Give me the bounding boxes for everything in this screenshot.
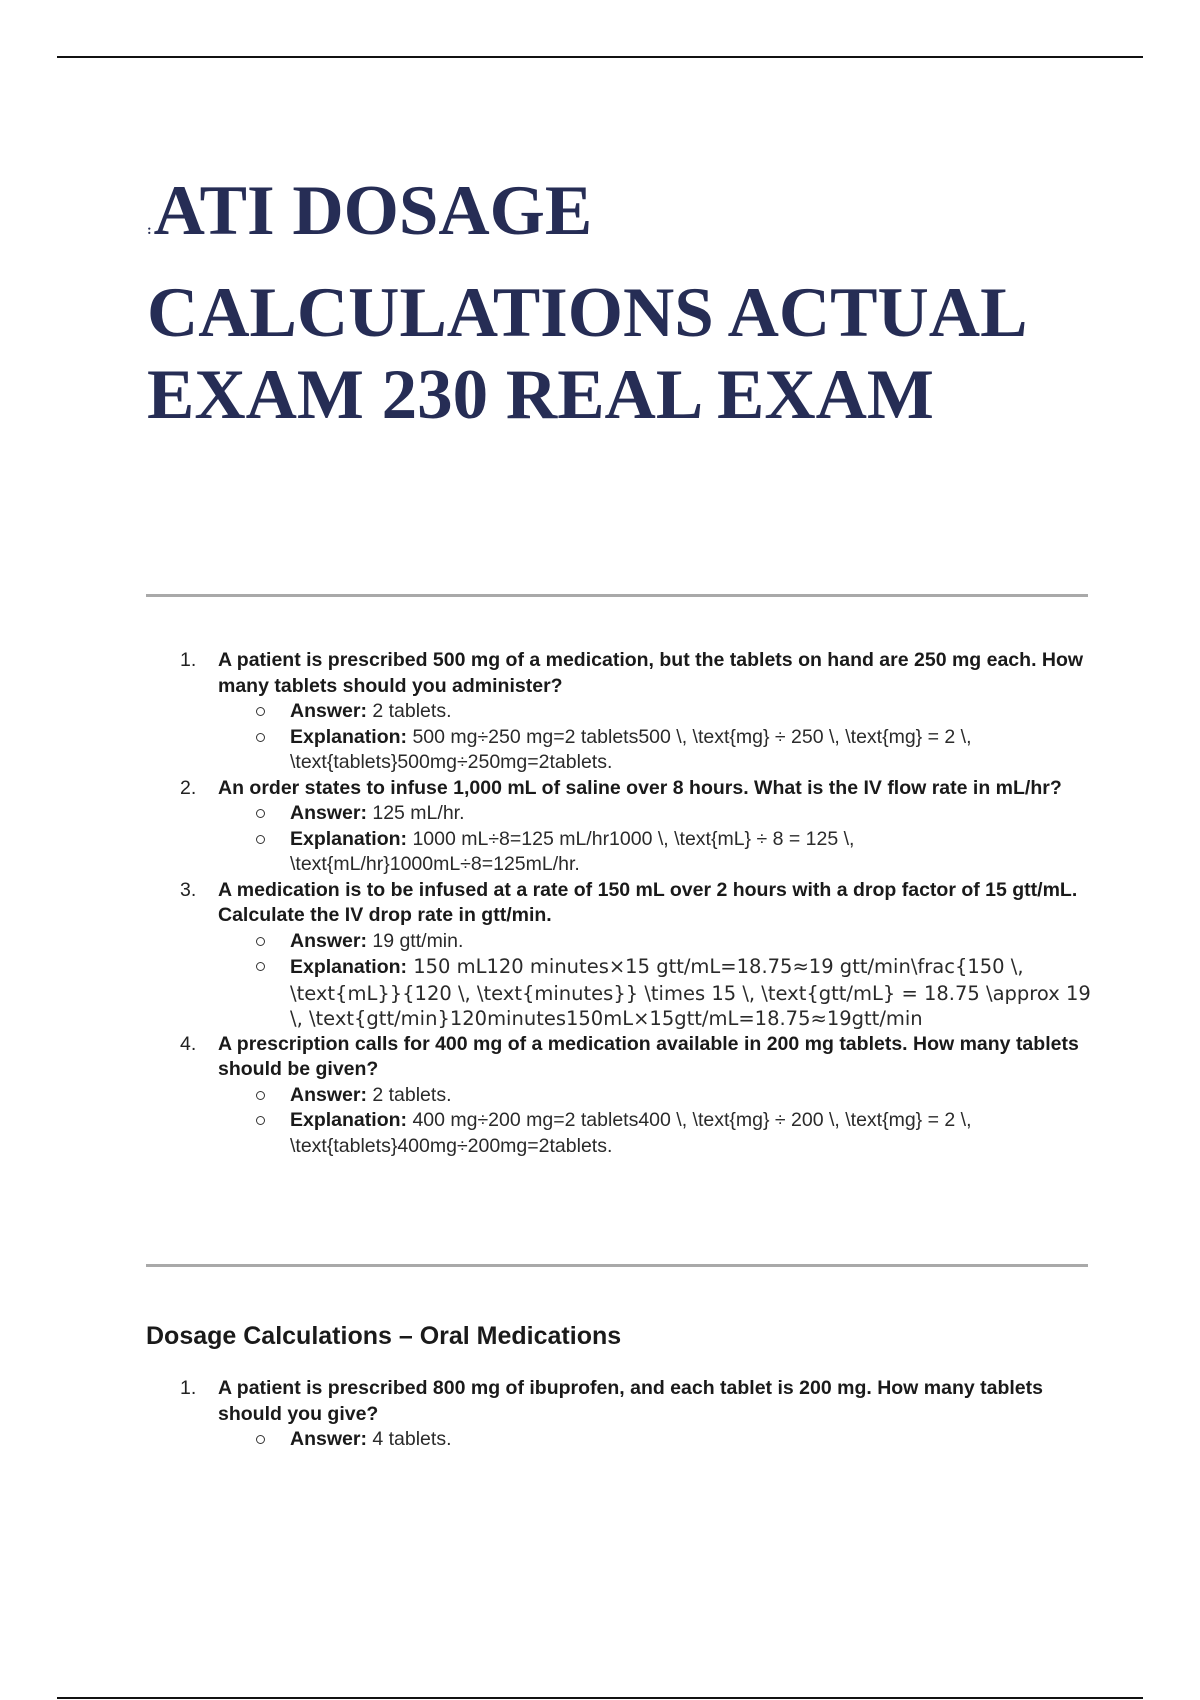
answer-label: Answer: [290,929,367,952]
question-text: A medication is to be infused at a rate of 150 mL over 2 hours with a drop factor of 15 gtt/mL. Calculate the IV drop rate in gtt/min. [218,878,1078,926]
circle-bullet-icon [256,733,265,742]
question-item [146,1032,1091,1160]
answer-label: Answer: [290,1428,367,1450]
question-details [218,929,1091,1032]
answer-value: 2 tablets. [372,1083,452,1106]
circle-bullet-icon [256,937,265,946]
circle-bullet-icon [256,809,265,818]
document-title [147,170,1107,436]
answer-value: 19 gtt/min. [372,929,464,952]
answer-line [290,929,1091,955]
question-list [146,1376,1091,1453]
explanation-label: Explanation: [290,956,408,978]
question-number: 1. [180,1377,197,1399]
question-details [218,1083,1091,1160]
answer-value: 2 tablets. [372,700,452,722]
section-heading: Dosage Calculations – Oral Medications [146,1322,622,1350]
answer-value: 125 mL/hr. [372,802,465,824]
explanation-value: 500 mg÷250 mg=2 tablets500 \, \text{mg} ÷ 250 \, \text{mg} = 2 \, \text{tablets}500mg÷250mg=2tablets. [290,725,972,773]
page-top-rule [57,56,1143,58]
explanation-value: 400 mg÷200 mg=2 tablets400 \, \text{mg} ÷ 200 \, \text{mg} = 2 \, \text{tablets}400mg÷200mg=2tablets. [290,1109,972,1157]
explanation-label: Explanation: [290,827,408,850]
answer-line [290,1083,1091,1109]
answer-label: Answer: [290,802,367,824]
explanation-value: 1000 mL÷8=125 mL/hr1000 \, \text{mL} ÷ 8 = 125 \, \text{mL/hr}1000mL÷8=125mL/hr. [290,827,855,875]
question-number: 1. [180,649,197,671]
circle-bullet-icon [256,962,265,971]
question-number: 4. [180,1032,197,1055]
explanation-label: Explanation: [290,725,408,748]
explanation-line [290,827,1091,878]
explanation-line [290,725,1091,776]
answer-label: Answer: [290,700,367,722]
question-details [218,699,1091,776]
question-text: An order states to infuse 1,000 mL of saline over 8 hours. What is the IV flow rate in mL/hr? [218,776,1062,799]
question-details [218,801,1091,878]
explanation-value: 150 mL120 minutes×15 gtt/mL=18.75≈19 gtt/min\frac{150 \, \text{mL}}{120 \, \text{minutes}} \times 15 \, \text{gtt/mL} = 18.75 \approx 19 \, \text{gtt/min}120minutes150mL×15gtt/mL=18.75≈19gtt/min [290,955,1091,1030]
circle-bullet-icon [256,1435,265,1444]
horizontal-rule [146,1264,1088,1267]
question-item [146,776,1091,878]
explanation-line [290,1108,1091,1159]
circle-bullet-icon [256,835,265,844]
question-number: 3. [180,878,197,901]
question-text: A prescription calls for 400 mg of a medication available in 200 mg tablets. How many tablets should be given? [218,1032,1079,1080]
question-text: A patient is prescribed 500 mg of a medication, but the tablets on hand are 250 mg each. How many tablets should you administer? [218,649,1084,697]
page-bottom-rule [57,1697,1143,1699]
explanation-label: Explanation: [290,1109,408,1131]
circle-bullet-icon [256,1091,265,1100]
horizontal-rule [146,594,1088,597]
title-mark: : [147,223,152,238]
question-item [146,648,1091,776]
circle-bullet-icon [256,707,265,716]
answer-value: 4 tablets. [372,1428,452,1450]
explanation-line [290,954,1091,1032]
document-title-text: ATI DOSAGE CALCULATIONS ACTUAL EXAM 230 REAL EXAM [147,172,1024,434]
question-list [146,648,1091,1159]
answer-line [290,699,1091,725]
question-text: A patient is prescribed 800 mg of ibuprofen, and each tablet is 200 mg. How many tablets should you give? [218,1377,1043,1425]
answer-line [290,1427,1091,1453]
question-details [218,1427,1091,1453]
question-number: 2. [180,776,197,799]
answer-label: Answer: [290,1083,367,1106]
answer-line [290,801,1091,827]
question-item [146,878,1091,1032]
circle-bullet-icon [256,1116,265,1125]
question-item [146,1376,1091,1453]
